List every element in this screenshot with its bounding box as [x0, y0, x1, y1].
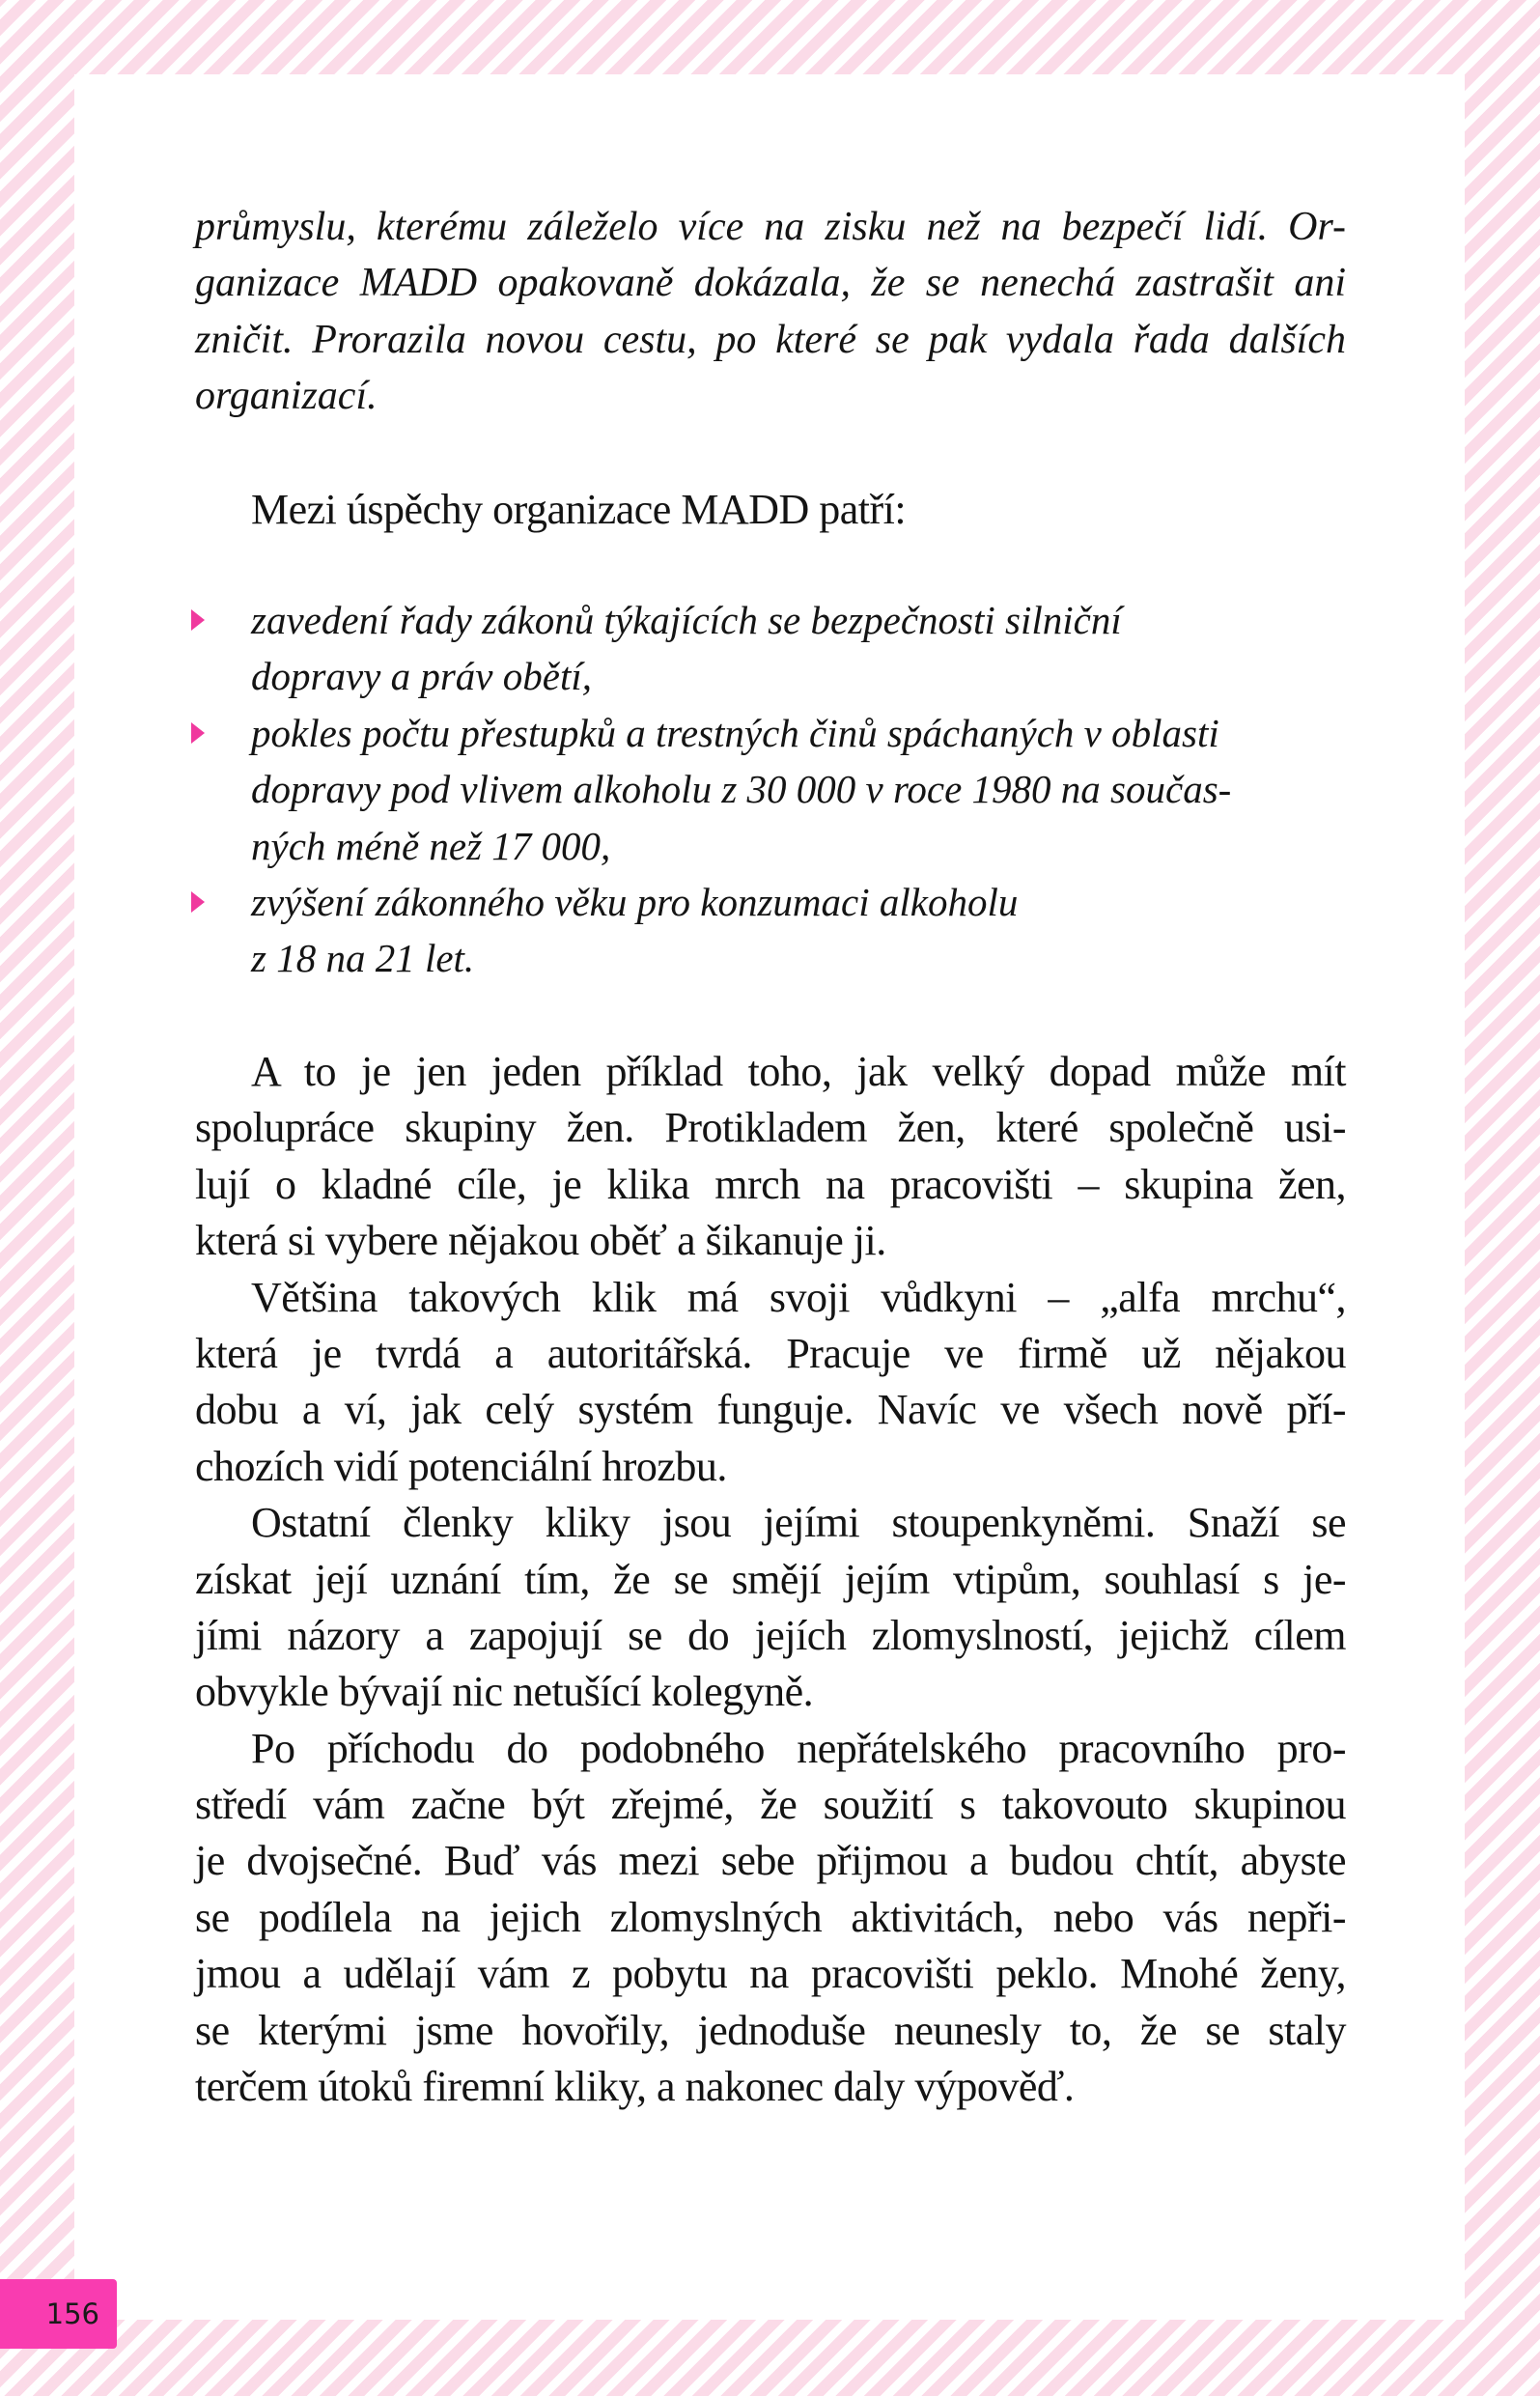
triangle-bullet-icon: [191, 609, 205, 631]
paragraph: [195, 1721, 1346, 2116]
text-line: lují o kladné cíle, je klika mrch na pracovišti – skupina žen,: [195, 1160, 1346, 1208]
text-line: ných méně než 17 000,: [251, 823, 611, 868]
text-line: obvykle bývají nic netušící kolegyně.: [195, 1668, 814, 1716]
page-number: 156: [0, 2279, 117, 2349]
text-line: Po příchodu do podobného nepřátelského pracovního pro-: [251, 1724, 1346, 1772]
text-line: Většina takových klik má svoji vůdkyni – „alfa mrchu“,: [251, 1273, 1346, 1321]
text-line: která si vybere nějakou oběť a šikanuje ji.: [195, 1217, 886, 1265]
text-line: dopravy pod vlivem alkoholu z 30 000 v roce 1980 na součas-: [251, 767, 1232, 812]
triangle-bullet-icon: [191, 722, 205, 744]
text-line: spolupráce skupiny žen. Protikladem žen, které společně usi-: [195, 1104, 1346, 1152]
text-line: dobu a ví, jak celý systém funguje. Navíc ve všech nově pří-: [195, 1386, 1346, 1434]
list-intro: [195, 482, 1346, 538]
text-line: zničit. Prorazila novou cestu, po které se pak vydala řada dalších: [195, 317, 1346, 362]
text-line: se kterými jsme hovořily, jednoduše neunesly to, že se staly: [195, 2006, 1346, 2054]
paragraph: [195, 1270, 1346, 1496]
text-line: pokles počtu přestupků a trestných činů spáchaných v oblasti: [251, 710, 1219, 755]
achievements-list: [191, 592, 1350, 987]
text-line: se podílela na jejich zlomyslných aktivitách, nebo vás nepři-: [195, 1893, 1346, 1941]
paragraph: [195, 1044, 1346, 1270]
text-line: středí vám začne být zřejmé, že soužití s takovouto skupinou: [195, 1781, 1346, 1829]
text-line: jmou a udělají vám z pobytu na pracovišti peklo. Mnohé ženy,: [195, 1950, 1346, 1998]
text-line: chozích vidí potenciální hrozbu.: [195, 1442, 727, 1490]
text-line: ganizace MADD opakovaně dokázala, že se nenechá zastrašit ani: [195, 261, 1346, 306]
text-line: Ostatní členky kliky jsou jejími stoupenkyněmi. Snaží se: [251, 1499, 1346, 1547]
intro-italic-paragraph: [195, 199, 1346, 425]
text-line: z 18 na 21 let.: [251, 936, 475, 981]
text-line: která je tvrdá a autoritářská. Pracuje ve firmě už nějakou: [195, 1329, 1346, 1377]
body-text: [195, 1044, 1346, 2115]
text-line: průmyslu, kterému záleželo více na zisku než na bezpečí lidí. Or-: [195, 205, 1346, 249]
text-line: je dvojsečné. Buď vás mezi sebe přijmou a budou chtít, abyste: [195, 1837, 1346, 1885]
text-line: A to je jen jeden příklad toho, jak velký dopad může mít: [251, 1048, 1346, 1095]
list-intro-text: Mezi úspěchy organizace MADD patří:: [251, 486, 907, 533]
text-line: organizací.: [195, 374, 378, 419]
text-line: získat její uznání tím, že se smějí jejím vtipům, souhlasí s je-: [195, 1555, 1346, 1603]
triangle-bullet-icon: [191, 891, 205, 913]
list-item: [191, 592, 1350, 705]
text-line: zvýšení zákonného věku pro konzumaci alkoholu: [251, 879, 1019, 924]
text-line: jími názory a zapojují se do jejích zlomyslností, jejichž cílem: [195, 1611, 1346, 1659]
text-line: terčem útoků firemní kliky, a nakonec daly výpověď.: [195, 2063, 1075, 2111]
list-item: [191, 874, 1350, 987]
text-line: zavedení řady zákonů týkajících se bezpečnosti silniční: [251, 598, 1122, 642]
list-item: [191, 705, 1350, 874]
paragraph: [195, 1495, 1346, 1721]
text-line: dopravy a práv obětí,: [251, 654, 592, 699]
